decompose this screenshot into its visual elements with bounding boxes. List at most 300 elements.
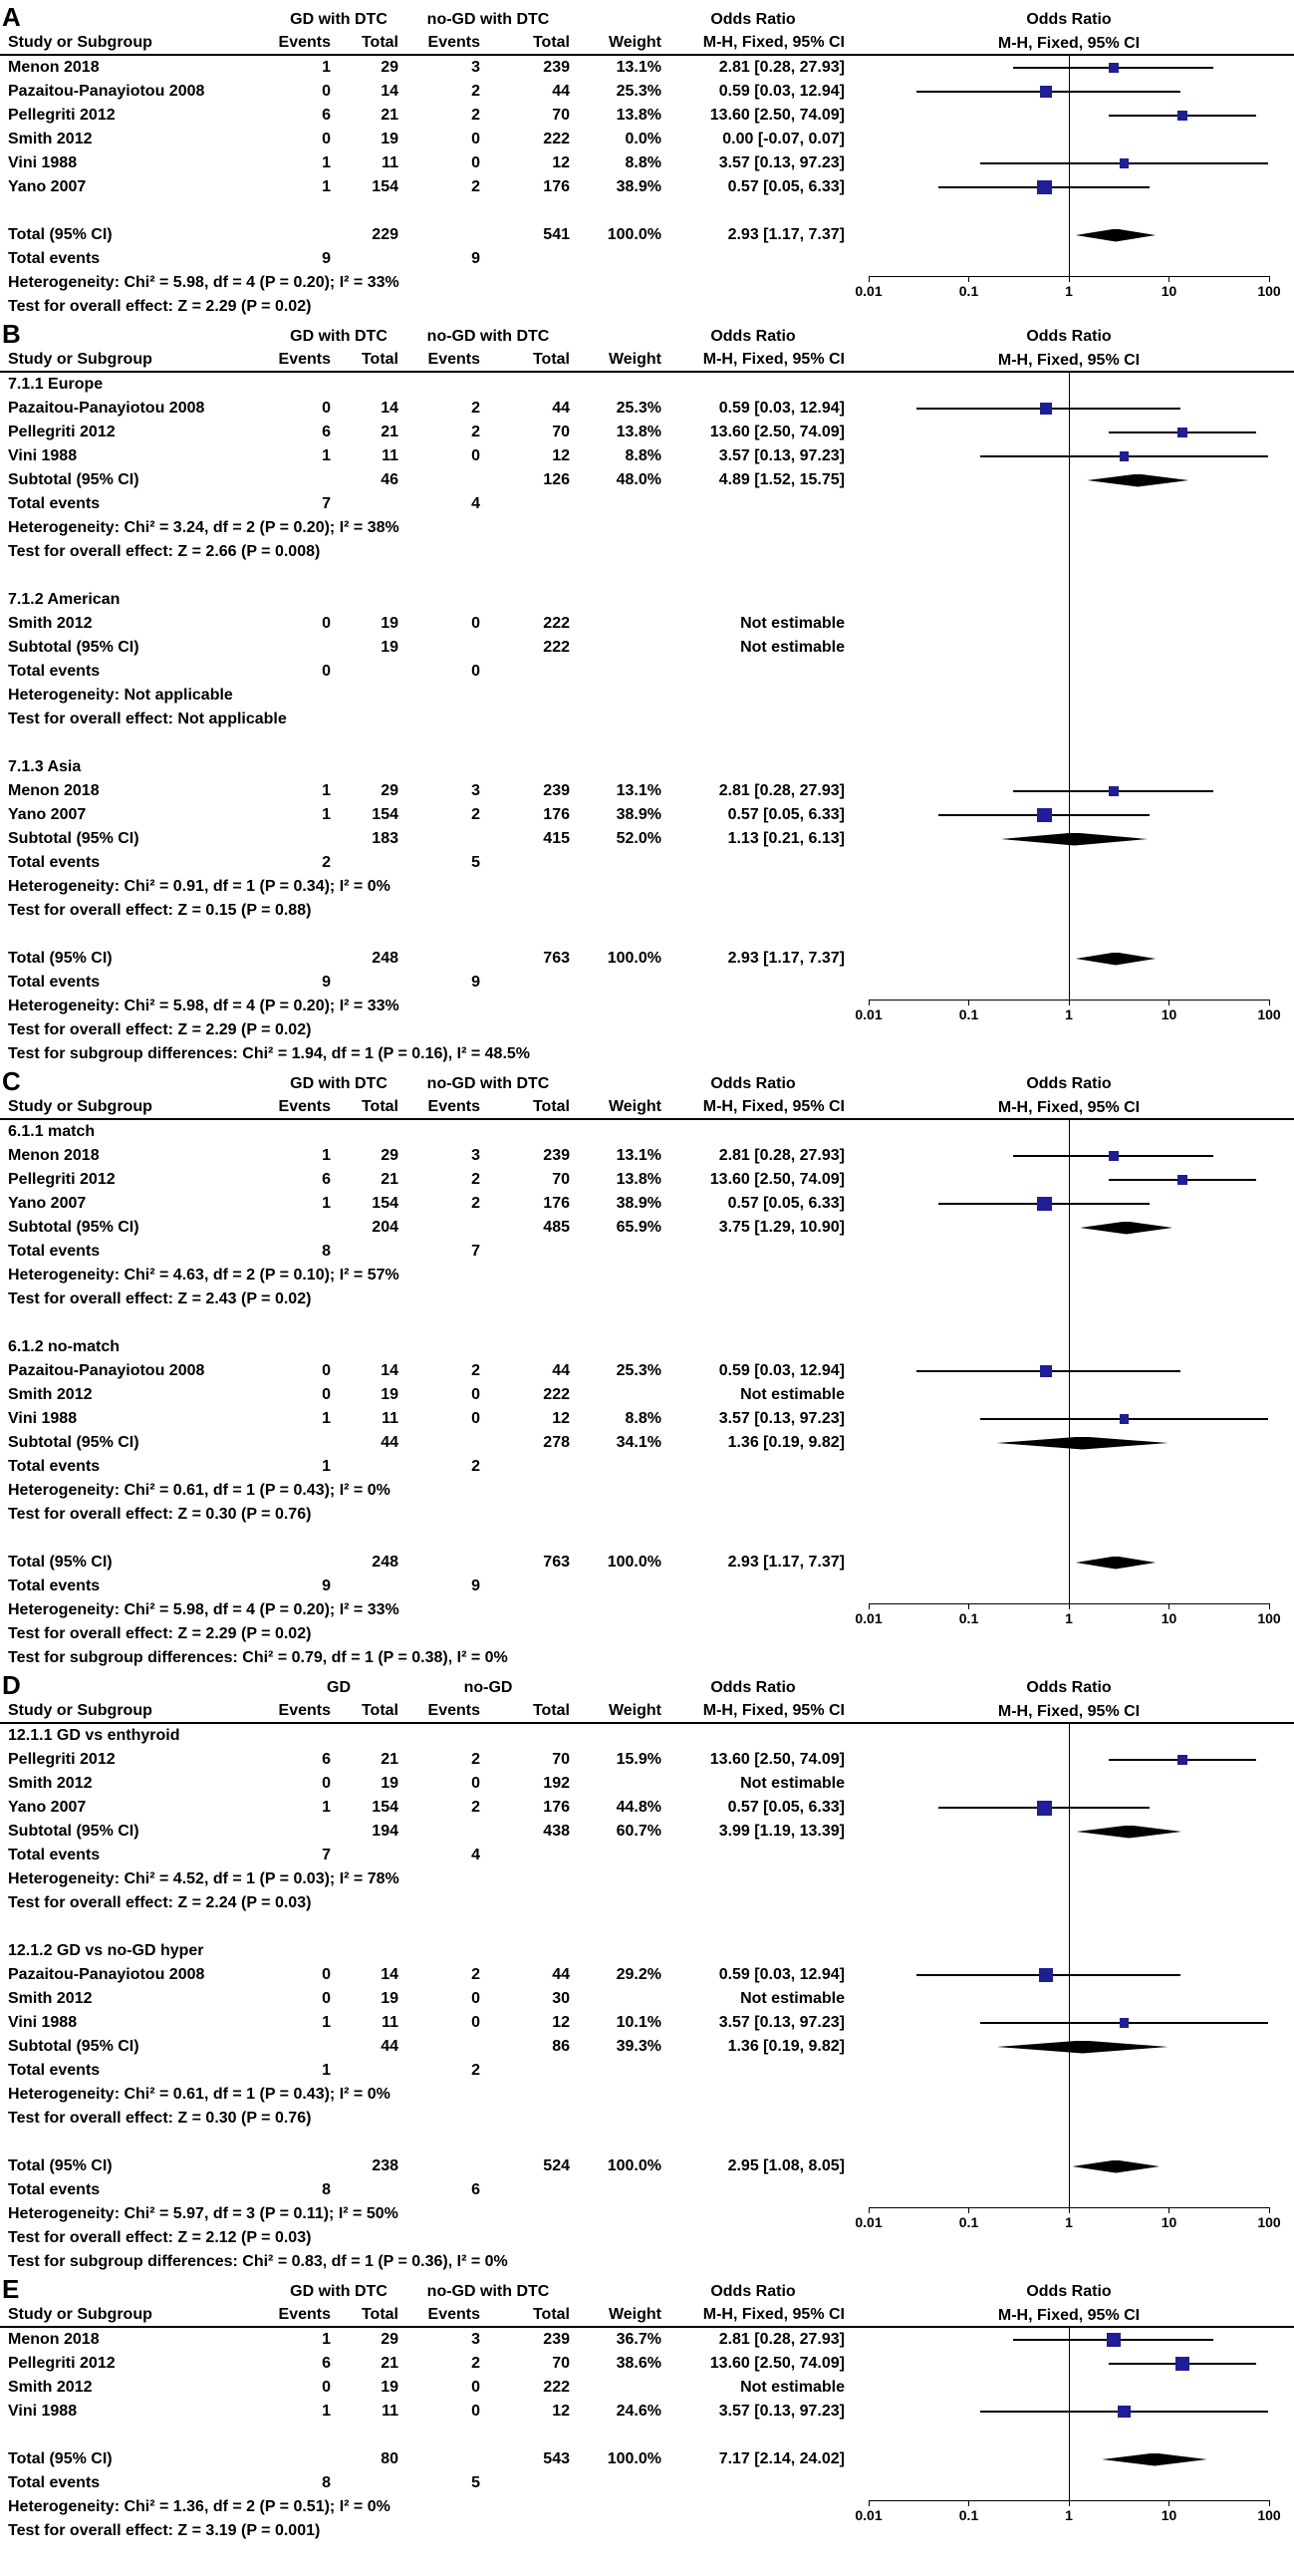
- total2-value: 70: [552, 1751, 570, 1768]
- study-row: [0, 1748, 1294, 1772]
- odds-ratio-plot-header: Odds Ratio: [1026, 11, 1112, 28]
- group1-header: GD with DTC: [290, 11, 388, 28]
- events1-value: 0: [322, 1775, 331, 1792]
- study-name: Pellegriti 2012: [8, 2355, 116, 2372]
- events2-col-header: Events: [427, 1702, 480, 1719]
- study-row: [0, 2376, 1294, 2400]
- footnote-text: Heterogeneity: Chi² = 5.98, df = 4 (P = 0.20); I² = 33%: [8, 1601, 399, 1618]
- events1-value: 1: [322, 2014, 331, 2031]
- note-row: [0, 2250, 1294, 2274]
- events2-value: 0: [471, 2379, 480, 2396]
- total1-value: 14: [381, 1966, 398, 1983]
- events1-value: 1: [322, 59, 331, 76]
- events-row: [0, 2059, 1294, 2083]
- header-group-row: [0, 325, 1294, 349]
- events1-value: 9: [322, 250, 331, 267]
- axis-tick-label: 0.01: [855, 1006, 883, 1022]
- study-name: Smith 2012: [8, 1990, 93, 2007]
- total1-value: 21: [381, 1751, 398, 1768]
- study-row: [0, 1772, 1294, 1796]
- total1-value: 154: [372, 1799, 398, 1816]
- study-col-header: Study or Subgroup: [8, 2306, 152, 2323]
- ci-value: 0.00 [-0.07, 0.07]: [722, 131, 845, 147]
- ci-plot-col-header: M-H, Fixed, 95% CI: [997, 1099, 1141, 1116]
- weight-value: 100.0%: [607, 1554, 661, 1571]
- study-row: [0, 1359, 1294, 1383]
- note-row: [0, 1479, 1294, 1503]
- weight-value: 8.8%: [625, 1410, 661, 1427]
- events2-value: 2: [471, 1966, 480, 1983]
- study-name: Pellegriti 2012: [8, 1171, 116, 1188]
- events1-value: 1: [322, 1799, 331, 1816]
- events1-value: 2: [322, 854, 331, 871]
- footnote-text: Test for overall effect: Z = 0.15 (P = 0.88): [8, 902, 312, 919]
- panel-letter: B: [2, 319, 21, 349]
- total1-value: 194: [372, 1823, 398, 1840]
- events1-value: 6: [322, 424, 331, 440]
- weight-value: 25.3%: [616, 400, 661, 417]
- total-events-label: Total events: [8, 974, 101, 991]
- events-row: [0, 1240, 1294, 1264]
- study-row: [0, 104, 1294, 128]
- total-events-label: Total events: [8, 663, 101, 680]
- note-row: [0, 271, 1294, 295]
- total2-value: 192: [543, 1775, 570, 1792]
- panel-letter: D: [2, 1670, 21, 1700]
- axis-tick-label: 100: [1257, 1610, 1281, 1626]
- footnote-text: Test for overall effect: Z = 2.24 (P = 0.03): [8, 1894, 312, 1911]
- study-name: Pellegriti 2012: [8, 1751, 116, 1768]
- total1-value: 19: [381, 639, 398, 656]
- note-row: [0, 899, 1294, 923]
- study-row: [0, 612, 1294, 636]
- weight-value: 39.3%: [616, 2038, 661, 2055]
- note-row: [0, 2107, 1294, 2131]
- weight-value: 48.0%: [616, 471, 661, 488]
- events2-value: 0: [471, 1775, 480, 1792]
- total2-col-header: Total: [532, 34, 570, 51]
- weight-value: 100.0%: [607, 950, 661, 967]
- events-row: [0, 2178, 1294, 2202]
- note-row: [0, 1042, 1294, 1066]
- header-group-row: [0, 8, 1294, 32]
- events1-value: 0: [322, 83, 331, 100]
- note-row: [0, 516, 1294, 540]
- events2-value: 0: [471, 131, 480, 147]
- total2-col-header: Total: [532, 351, 570, 368]
- footnote-text: Test for overall effect: Z = 2.66 (P = 0.008): [8, 543, 321, 560]
- total1-col-header: Total: [361, 1702, 398, 1719]
- events1-value: 0: [322, 131, 331, 147]
- ci-value: 2.93 [1.17, 7.37]: [727, 1554, 845, 1571]
- events1-value: 1: [322, 1410, 331, 1427]
- total2-col-header: Total: [532, 1702, 570, 1719]
- study-row: [0, 1168, 1294, 1192]
- axis-tick-label: 0.1: [958, 1610, 979, 1626]
- study-col-header: Study or Subgroup: [8, 1702, 152, 1719]
- total-row: [0, 947, 1294, 971]
- panel-letter: A: [2, 2, 21, 32]
- ci-value: 0.57 [0.05, 6.33]: [727, 178, 845, 195]
- ci-value: 13.60 [2.50, 74.09]: [709, 1171, 845, 1188]
- footnote-text: Heterogeneity: Chi² = 0.91, df = 1 (P = 0.34); I² = 0%: [8, 878, 390, 895]
- events2-value: 2: [471, 1799, 480, 1816]
- events2-value: 0: [471, 154, 480, 171]
- total2-value: 176: [543, 1195, 570, 1212]
- weight-value: 13.1%: [616, 782, 661, 799]
- events1-col-header: Events: [278, 34, 331, 51]
- events2-value: 2: [471, 107, 480, 124]
- events2-value: 3: [471, 782, 480, 799]
- total-row: [0, 1216, 1294, 1240]
- odds-ratio-col-header: Odds Ratio: [710, 1679, 796, 1696]
- study-name: Vini 1988: [8, 154, 78, 171]
- note-row: [0, 1503, 1294, 1527]
- footnote-text: Heterogeneity: Chi² = 5.98, df = 4 (P = 0.20); I² = 33%: [8, 998, 399, 1014]
- ci-value: 0.57 [0.05, 6.33]: [727, 1195, 845, 1212]
- events2-value: 0: [471, 1386, 480, 1403]
- weight-value: 13.8%: [616, 424, 661, 440]
- total-row: [0, 636, 1294, 660]
- total1-value: 11: [382, 447, 398, 464]
- total2-value: 12: [552, 1410, 570, 1427]
- events2-value: 0: [471, 615, 480, 632]
- spacer-row: [0, 1311, 1294, 1335]
- note-row: [0, 540, 1294, 564]
- group2-header: no-GD with DTC: [426, 11, 550, 28]
- axis-tick-label: 0.1: [958, 1006, 979, 1022]
- events1-value: 0: [322, 400, 331, 417]
- spacer-row: [0, 1527, 1294, 1551]
- total1-col-header: Total: [361, 1098, 398, 1115]
- header-group-row: [0, 1676, 1294, 1700]
- ci-value: 2.95 [1.08, 8.05]: [727, 2157, 845, 2174]
- note-row: [0, 995, 1294, 1018]
- weight-value: 60.7%: [616, 1823, 661, 1840]
- axis-tick-label: 0.01: [855, 283, 883, 299]
- footnote-text: Test for overall effect: Not applicable: [8, 711, 287, 727]
- study-name: Pazaitou-Panayiotou 2008: [8, 83, 205, 100]
- events-row: [0, 1574, 1294, 1598]
- weight-value: 15.9%: [616, 1751, 661, 1768]
- study-row: [0, 128, 1294, 151]
- ci-value: 0.59 [0.03, 12.94]: [718, 83, 845, 100]
- events2-value: 7: [471, 1243, 480, 1260]
- panel-body: [0, 2328, 1294, 2543]
- study-row: [0, 1407, 1294, 1431]
- weight-value: 34.1%: [616, 1434, 661, 1451]
- events2-value: 2: [471, 806, 480, 823]
- study-row: [0, 175, 1294, 199]
- column-header-row: [0, 1700, 1294, 1724]
- weight-col-header: Weight: [608, 2306, 661, 2323]
- events1-value: 0: [322, 2379, 331, 2396]
- total1-value: 44: [381, 2038, 398, 2055]
- footnote-text: Test for overall effect: Z = 2.43 (P = 0.02): [8, 1290, 312, 1307]
- total2-value: 176: [543, 806, 570, 823]
- study-name: Yano 2007: [8, 178, 87, 195]
- events2-value: 0: [471, 447, 480, 464]
- group1-header: GD with DTC: [290, 328, 388, 345]
- total2-value: 278: [543, 1434, 570, 1451]
- odds-ratio-plot-header: Odds Ratio: [1026, 328, 1112, 345]
- total-label: Subtotal (95% CI): [8, 1219, 139, 1236]
- axis-tick-label: 0.01: [855, 2214, 883, 2230]
- total2-value: 541: [543, 226, 570, 243]
- total-label: Subtotal (95% CI): [8, 471, 139, 488]
- subgroup-title: 6.1.2 no-match: [8, 1338, 121, 1355]
- total-events-label: Total events: [8, 1458, 101, 1475]
- study-name: Menon 2018: [8, 59, 100, 76]
- weight-value: 13.1%: [616, 59, 661, 76]
- axis-tick-label: 1: [1065, 2214, 1073, 2230]
- events2-value: 3: [471, 2331, 480, 2348]
- total-label: Subtotal (95% CI): [8, 2038, 139, 2055]
- spacer-row: [0, 2424, 1294, 2447]
- study-name: Vini 1988: [8, 2014, 78, 2031]
- axis-tick-label: 10: [1161, 283, 1177, 299]
- note-row: [0, 1891, 1294, 1915]
- events1-value: 6: [322, 2355, 331, 2372]
- study-name: Menon 2018: [8, 2331, 100, 2348]
- axis-tick-label: 0.01: [855, 1610, 883, 1626]
- odds-ratio-plot-header: Odds Ratio: [1026, 1075, 1112, 1092]
- forest-panel-D: [0, 1670, 1294, 2274]
- total1-value: 21: [381, 2355, 398, 2372]
- total2-value: 222: [543, 615, 570, 632]
- ci-value: 2.81 [0.28, 27.93]: [718, 1147, 845, 1164]
- footnote-text: Heterogeneity: Chi² = 5.98, df = 4 (P = 0.20); I² = 33%: [8, 274, 399, 291]
- axis-tick-label: 0.1: [958, 2507, 979, 2523]
- events1-value: 7: [322, 495, 331, 512]
- events1-value: 8: [322, 1243, 331, 1260]
- ci-col-header: M-H, Fixed, 95% CI: [702, 1098, 845, 1115]
- events2-value: 2: [471, 83, 480, 100]
- events-row: [0, 1455, 1294, 1479]
- weight-value: 38.6%: [616, 2355, 661, 2372]
- total-row: [0, 1820, 1294, 1844]
- panel-body: [0, 373, 1294, 1066]
- weight-value: 38.9%: [616, 806, 661, 823]
- footnote-text: Test for overall effect: Z = 2.12 (P = 0.03): [8, 2229, 312, 2246]
- weight-value: 8.8%: [625, 154, 661, 171]
- odds-ratio-plot-header: Odds Ratio: [1026, 1679, 1112, 1696]
- ci-value: Not estimable: [740, 1990, 845, 2007]
- total2-value: 70: [552, 2355, 570, 2372]
- ci-col-header: M-H, Fixed, 95% CI: [702, 34, 845, 51]
- events1-value: 0: [322, 1966, 331, 1983]
- events1-value: 0: [322, 1386, 331, 1403]
- study-row: [0, 2352, 1294, 2376]
- spacer-row: [0, 199, 1294, 223]
- total-label: Subtotal (95% CI): [8, 1434, 139, 1451]
- panel-letter: C: [2, 1066, 21, 1096]
- spacer-row: [0, 2131, 1294, 2154]
- spacer-row: [0, 923, 1294, 947]
- total-row: [0, 827, 1294, 851]
- total2-value: 239: [543, 782, 570, 799]
- total1-value: 238: [372, 2157, 398, 2174]
- odds-ratio-col-header: Odds Ratio: [710, 11, 796, 28]
- total1-value: 29: [381, 782, 398, 799]
- ci-col-header: M-H, Fixed, 95% CI: [702, 2306, 845, 2323]
- subgroup-title: 12.1.2 GD vs no-GD hyper: [8, 1942, 204, 1959]
- forest-panel-C: [0, 1066, 1294, 1670]
- axis-tick-label: 100: [1257, 1006, 1281, 1022]
- total1-col-header: Total: [361, 2306, 398, 2323]
- events2-value: 2: [471, 1362, 480, 1379]
- study-name: Pazaitou-Panayiotou 2008: [8, 1362, 205, 1379]
- footnote-text: Heterogeneity: Not applicable: [8, 687, 233, 704]
- ci-value: 3.57 [0.13, 97.23]: [718, 2014, 845, 2031]
- panel-letter: E: [2, 2274, 20, 2304]
- weight-value: 24.6%: [616, 2403, 661, 2420]
- events1-col-header: Events: [278, 1098, 331, 1115]
- axis-tick-label: 1: [1065, 283, 1073, 299]
- ci-value: 3.57 [0.13, 97.23]: [718, 1410, 845, 1427]
- spacer-row: [0, 1915, 1294, 1939]
- total1-value: 14: [381, 83, 398, 100]
- note-row: [0, 1646, 1294, 1670]
- study-row: [0, 80, 1294, 104]
- total2-value: 763: [543, 1554, 570, 1571]
- weight-value: 8.8%: [625, 447, 661, 464]
- study-name: Yano 2007: [8, 1195, 87, 1212]
- subgroup-title: 12.1.1 GD vs enthyroid: [8, 1727, 180, 1744]
- total2-value: 239: [543, 1147, 570, 1164]
- events1-value: 8: [322, 2474, 331, 2491]
- study-row: [0, 151, 1294, 175]
- weight-value: 65.9%: [616, 1219, 661, 1236]
- events-row: [0, 971, 1294, 995]
- study-name: Smith 2012: [8, 1386, 93, 1403]
- study-row: [0, 1796, 1294, 1820]
- total-row: [0, 2035, 1294, 2059]
- events2-value: 5: [471, 2474, 480, 2491]
- ci-value: Not estimable: [740, 2379, 845, 2396]
- weight-value: 25.3%: [616, 1362, 661, 1379]
- weight-value: 13.1%: [616, 1147, 661, 1164]
- total-label: Subtotal (95% CI): [8, 1823, 139, 1840]
- group2-header: no-GD with DTC: [426, 1075, 550, 1092]
- ci-value: Not estimable: [740, 639, 845, 656]
- ci-col-header: M-H, Fixed, 95% CI: [702, 351, 845, 368]
- footnote-text: Test for overall effect: Z = 0.30 (P = 0.76): [8, 2110, 312, 2127]
- subgroup-title: 7.1.1 Europe: [8, 376, 104, 393]
- ci-value: 4.89 [1.52, 15.75]: [718, 471, 845, 488]
- footnote-text: Test for overall effect: Z = 3.19 (P = 0.001): [8, 2522, 321, 2539]
- note-row: [0, 1598, 1294, 1622]
- events2-value: 2: [471, 1171, 480, 1188]
- study-row: [0, 56, 1294, 80]
- total-row: [0, 1551, 1294, 1574]
- events2-value: 3: [471, 59, 480, 76]
- header-group-row: [0, 2280, 1294, 2304]
- weight-value: 29.2%: [616, 1966, 661, 1983]
- total-events-label: Total events: [8, 1847, 101, 1863]
- footnote-text: Heterogeneity: Chi² = 0.61, df = 1 (P = 0.43); I² = 0%: [8, 2086, 390, 2103]
- total-events-label: Total events: [8, 2181, 101, 2198]
- events1-value: 8: [322, 2181, 331, 2198]
- total1-value: 154: [372, 1195, 398, 1212]
- ci-value: 3.57 [0.13, 97.23]: [718, 447, 845, 464]
- total-events-label: Total events: [8, 495, 101, 512]
- events1-value: 1: [322, 2403, 331, 2420]
- events1-value: 6: [322, 107, 331, 124]
- axis-tick-label: 1: [1065, 1610, 1073, 1626]
- axis-tick-label: 1: [1065, 2507, 1073, 2523]
- total-label: Total (95% CI): [8, 1554, 113, 1571]
- weight-value: 0.0%: [625, 131, 661, 147]
- total-row: [0, 223, 1294, 247]
- study-row: [0, 1383, 1294, 1407]
- footnote-text: Test for overall effect: Z = 2.29 (P = 0.02): [8, 1021, 312, 1038]
- group1-header: GD with DTC: [290, 1075, 388, 1092]
- note-row: [0, 1867, 1294, 1891]
- events1-value: 1: [322, 806, 331, 823]
- axis-tick-label: 100: [1257, 2214, 1281, 2230]
- ci-value: 13.60 [2.50, 74.09]: [709, 2355, 845, 2372]
- weight-value: 25.3%: [616, 83, 661, 100]
- note-row: [0, 1264, 1294, 1288]
- events1-col-header: Events: [278, 2306, 331, 2323]
- axis-tick-label: 0.1: [958, 283, 979, 299]
- axis-tick-label: 100: [1257, 2507, 1281, 2523]
- panel-body: [0, 1120, 1294, 1670]
- note-row: [0, 1018, 1294, 1042]
- study-row: [0, 2400, 1294, 2424]
- study-name: Yano 2007: [8, 1799, 87, 1816]
- total2-value: 44: [552, 83, 570, 100]
- total2-value: 70: [552, 107, 570, 124]
- total2-value: 438: [543, 1823, 570, 1840]
- events1-col-header: Events: [278, 1702, 331, 1719]
- column-header-row: [0, 349, 1294, 373]
- events1-value: 0: [322, 1990, 331, 2007]
- events2-value: 2: [471, 1195, 480, 1212]
- study-row: [0, 1144, 1294, 1168]
- total-label: Subtotal (95% CI): [8, 830, 139, 847]
- events-row: [0, 247, 1294, 271]
- subgroup-row: [0, 1724, 1294, 1748]
- ci-value: 3.99 [1.19, 13.39]: [718, 1823, 845, 1840]
- ci-value: Not estimable: [740, 615, 845, 632]
- axis-tick-label: 0.1: [958, 2214, 979, 2230]
- odds-ratio-col-header: Odds Ratio: [710, 1075, 796, 1092]
- events2-value: 3: [471, 1147, 480, 1164]
- events1-value: 1: [322, 2331, 331, 2348]
- total2-value: 222: [543, 639, 570, 656]
- subgroup-row: [0, 588, 1294, 612]
- footnote-text: Test for subgroup differences: Chi² = 0.83, df = 1 (P = 0.36), I² = 0%: [8, 2253, 508, 2270]
- weight-value: 13.8%: [616, 107, 661, 124]
- ci-col-header: M-H, Fixed, 95% CI: [702, 1702, 845, 1719]
- total2-value: 12: [552, 154, 570, 171]
- total1-value: 11: [382, 1410, 398, 1427]
- events2-value: 4: [471, 1847, 480, 1863]
- axis-tick-label: 0.01: [855, 2507, 883, 2523]
- total2-value: 239: [543, 2331, 570, 2348]
- events1-value: 6: [322, 1171, 331, 1188]
- events2-value: 6: [471, 2181, 480, 2198]
- axis-tick-label: 10: [1161, 2214, 1177, 2230]
- total2-value: 44: [552, 1966, 570, 1983]
- subgroup-title: 6.1.1 match: [8, 1123, 96, 1140]
- total1-col-header: Total: [361, 351, 398, 368]
- total2-value: 12: [552, 2403, 570, 2420]
- footnote-text: Heterogeneity: Chi² = 0.61, df = 1 (P = 0.43); I² = 0%: [8, 1482, 390, 1499]
- total-label: Total (95% CI): [8, 226, 113, 243]
